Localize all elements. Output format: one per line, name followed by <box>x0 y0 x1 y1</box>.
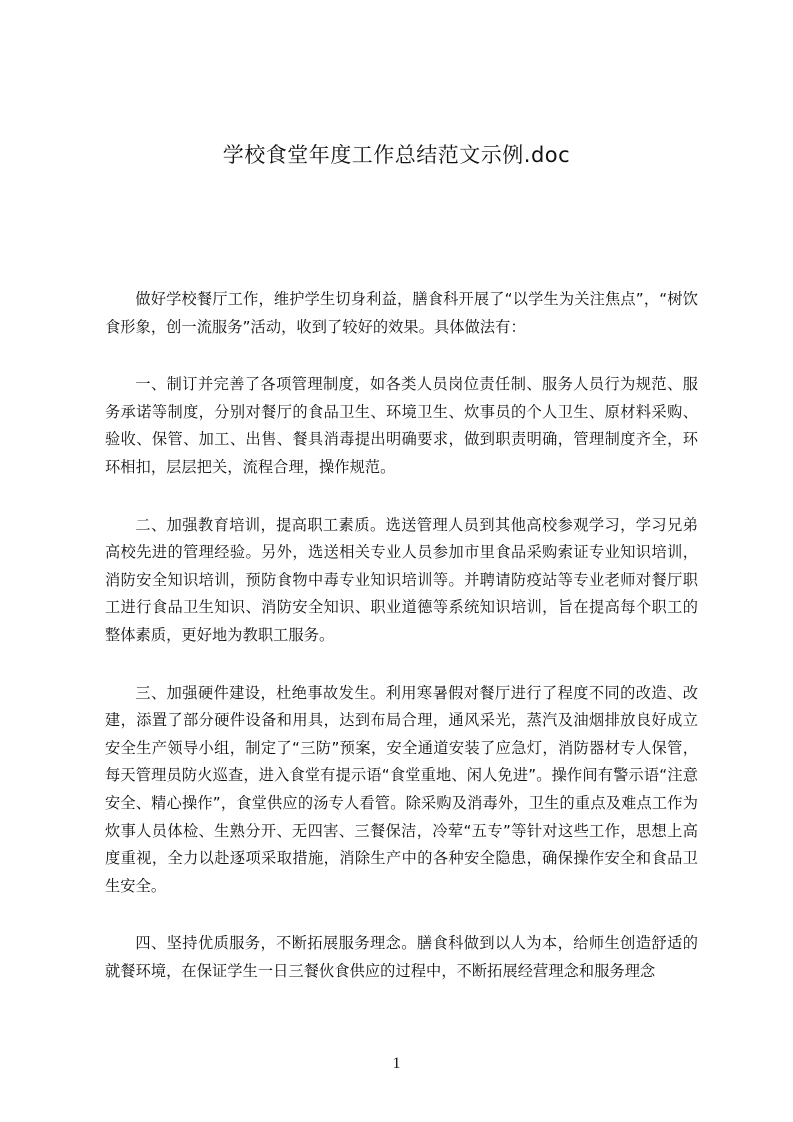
paragraph-management-system: 一、制订并完善了各项管理制度，如各类人员岗位责任制、服务人员行为规范、服务承诺等制度，分别对餐厅的食品卫生、环境卫生、炊事员的个人卫生、原材料采购、验收、保管、加工、出售、餐具消毒提出明确要求，做到职责明确，管理制度齐全，环环相扣，层层把关，流程合理，操作规范。 <box>105 375 698 476</box>
document-body <box>105 286 698 1015</box>
paragraph-service: 四、坚持优质服务，不断拓展服务理念。膳食科做到以人为本，给师生创造舒适的就餐环境，在保证学生一日三餐伙食供应的过程中，不断拓展经营理念和服务理念 <box>105 934 698 980</box>
paragraph-intro: 做好学校餐厅工作，维护学生切身利益，膳食科开展了“以学生为关注焦点”，“树饮食形象，创一流服务”活动，收到了较好的效果。具体做法有： <box>105 290 698 336</box>
document-title: 学校食堂年度工作总结范文示例.doc <box>222 143 571 167</box>
paragraph-training: 二、加强教育培训，提高职工素质。选送管理人员到其他高校参观学习，学习兄弟高校先进的管理经验。另外，选送相关专业人员参加市里食品采购索证专业知识培训，消防安全知识培训，预防食物中毒专业知识培训等。并聘请防疫站等专业老师对餐厅职工进行食品卫生知识、消防安全知识、职业道德等系统知识培训，旨在提高每个职工的整体素质，更好地为教职工服务。 <box>105 515 698 644</box>
paragraph-hardware-safety: 三、加强硬件建设，杜绝事故发生。利用寒暑假对餐厅进行了程度不同的改造、改建，添置了部分硬件设备和用具，达到布局合理，通风采光，蒸汽及油烟排放良好成立安全生产领导小组，制定了“三防”预案，安全通道安装了应急灯，消防器材专人保管，每天管理员防火巡查，进入食堂有提示语“食堂重地、闲人免进”。操作间有警示语“注意安全、精心操作”，食堂供应的汤专人看管。除采购及消毒外，卫生的重点及难点工作为炊事人员体检、生熟分开、无四害、三餐保洁，冷荤“五专”等针对这些工作，思想上高度重视，全力以赴逐项采取措施，消除生产中的各种安全隐患，确保操作安全和食品卫生安全。 <box>105 683 698 895</box>
page-number: 1 <box>392 1055 401 1072</box>
